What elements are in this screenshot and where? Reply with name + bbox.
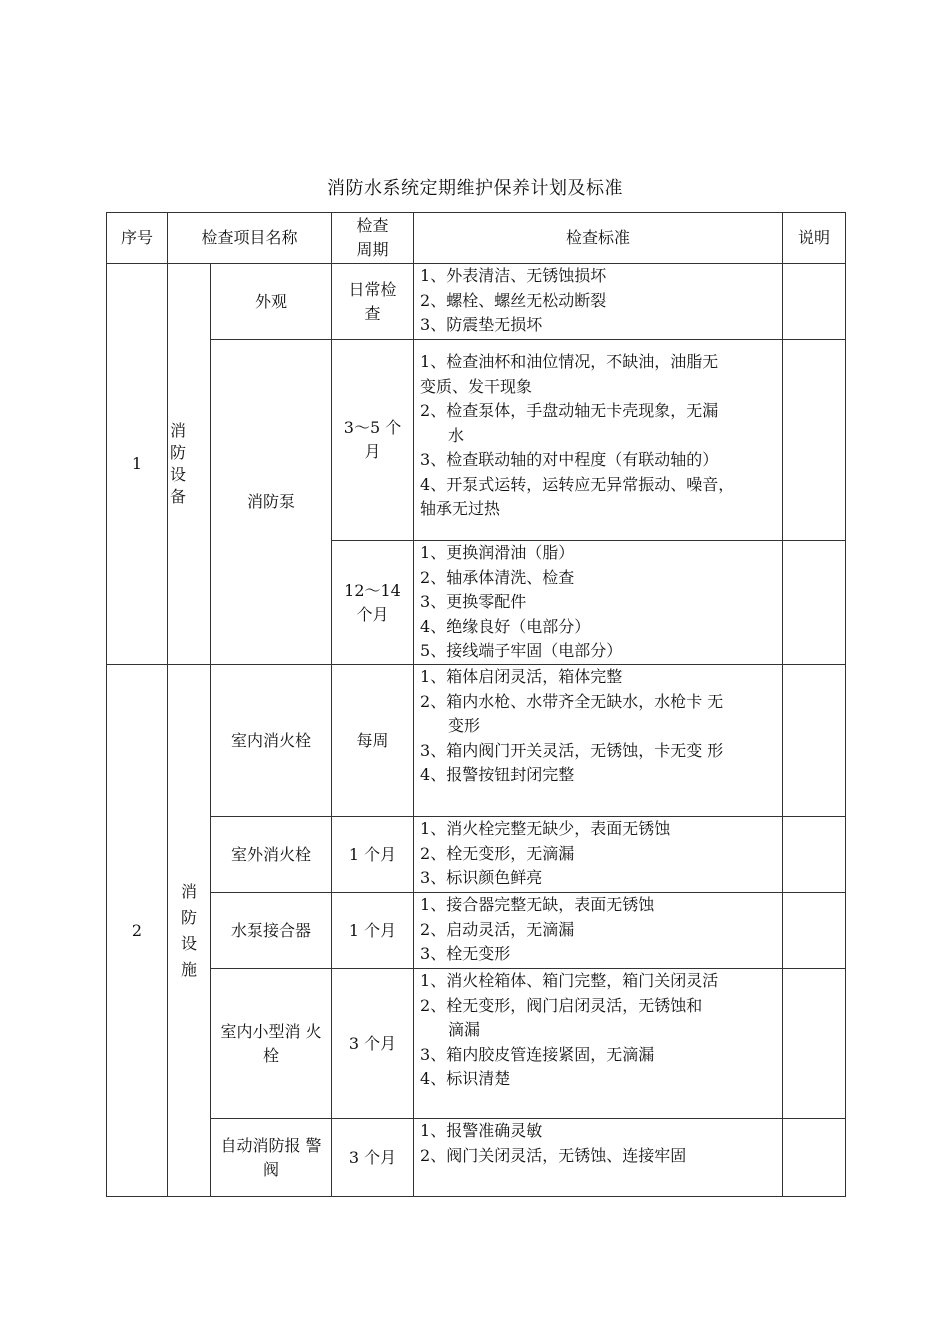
note-cell — [783, 541, 846, 665]
note-cell — [783, 340, 846, 541]
item-name: 室外消火栓 — [211, 817, 332, 893]
table-row — [107, 665, 846, 817]
standard-cell — [414, 817, 783, 893]
standard-line: 3、标识颜色鲜亮 — [420, 868, 543, 887]
standard-line: 5、接线端子牢固（电部分） — [420, 641, 623, 660]
note-cell — [783, 264, 846, 340]
standard-line: 3、防震垫无损坏 — [420, 315, 543, 334]
group2-category — [168, 665, 211, 1197]
standard-line: 1、报警准确灵敏 — [420, 1121, 543, 1140]
header-row — [107, 213, 846, 264]
cycle-line: 日常检 — [348, 279, 397, 299]
standard-line: 3、箱内阀门开关灵活，无锈蚀，卡无变 形 — [420, 740, 724, 760]
standard-line: 3、箱内胶皮管连接紧固，无滴漏 — [420, 1044, 655, 1064]
group2-seq: 2 — [107, 665, 168, 1197]
standard-line: 2、检查泵体，手盘动轴无卡壳现象，无漏 — [420, 401, 719, 420]
group2-category-char: 设 — [181, 933, 198, 953]
standard-cell — [414, 665, 783, 817]
table-row — [107, 1119, 846, 1197]
header-cycle — [332, 213, 414, 264]
cycle-line: 12〜14 — [344, 580, 401, 600]
table-row — [107, 340, 846, 541]
cycle-cell — [332, 541, 414, 665]
standard-cell — [414, 340, 783, 541]
table-row — [107, 264, 846, 340]
standard-line: 1、消火栓箱体、箱门完整，箱门关闭灵活 — [420, 971, 719, 990]
standard-line: 3、栓无变形 — [420, 944, 511, 963]
standard-line: 3、更换零配件 — [420, 592, 527, 611]
item-name: 室内消火栓 — [211, 665, 332, 817]
header-standard: 检查标准 — [414, 213, 783, 264]
item-name-line: 阀 — [263, 1159, 280, 1179]
document-title: 消防水系统定期维护保养计划及标准 — [327, 178, 623, 199]
standard-line: 2、启动灵活，无滴漏 — [420, 919, 575, 939]
header-cycle-line1: 检查 — [356, 216, 389, 235]
standard-line: 2、螺栓、螺丝无松动断裂 — [420, 290, 607, 310]
group1-category-char: 防 — [170, 443, 187, 462]
standard-line: 4、标识清楚 — [420, 1069, 511, 1088]
standard-line: 4、开泵式运转，运转应无异常振动、噪音， — [420, 474, 735, 494]
standard-cell — [414, 264, 783, 340]
header-note: 说明 — [783, 213, 846, 264]
group1-category-char: 设 — [170, 465, 187, 484]
cycle-cell — [332, 340, 414, 541]
group2-category-char: 防 — [181, 907, 198, 927]
cycle-cell: 1 个月 — [332, 893, 414, 969]
group2-category-char: 施 — [181, 959, 198, 979]
cycle-line: 3〜5 个 — [343, 418, 402, 437]
table-row — [107, 969, 846, 1119]
cycle-cell — [332, 264, 414, 340]
header-seq: 序号 — [107, 213, 168, 264]
table-row — [107, 893, 846, 969]
standard-cell — [414, 1119, 783, 1197]
standard-line: 2、栓无变形，阀门启闭灵活，无锈蚀和 — [420, 995, 703, 1015]
item-name: 消防泵 — [211, 340, 332, 665]
standard-cell — [414, 893, 783, 969]
standard-line: 变质、发干现象 — [420, 376, 533, 396]
header-item-name: 检查项目名称 — [168, 213, 332, 264]
item-name-line: 室内小型消 火 — [220, 1021, 322, 1041]
cycle-cell: 1 个月 — [332, 817, 414, 893]
standard-line: 水 — [448, 425, 465, 445]
standard-line: 2、箱内水枪、水带齐全无缺水，水枪卡 无 — [420, 691, 724, 711]
standard-line: 4、报警按钮封闭完整 — [420, 765, 575, 784]
standard-line: 滴漏 — [448, 1020, 481, 1039]
standard-cell — [414, 969, 783, 1119]
item-name — [211, 969, 332, 1119]
cycle-cell: 3 个月 — [332, 969, 414, 1119]
item-name — [211, 1119, 332, 1197]
item-name: 外观 — [211, 264, 332, 340]
standard-line: 轴承无过热 — [420, 499, 501, 518]
group1-category — [168, 264, 211, 665]
table-row — [107, 817, 846, 893]
standard-line: 1、检查油杯和油位情况，不缺油，油脂无 — [420, 352, 719, 371]
cycle-cell: 3 个月 — [332, 1119, 414, 1197]
header-cycle-line2: 周期 — [356, 240, 389, 259]
maintenance-table — [106, 212, 846, 1197]
standard-line: 3、检查联动轴的对中程度（有联动轴的） — [420, 450, 719, 469]
note-cell — [783, 969, 846, 1119]
group2-category-char: 消 — [181, 881, 198, 901]
group1-category-char: 备 — [170, 487, 187, 506]
group1-seq: 1 — [107, 264, 168, 665]
note-cell — [783, 665, 846, 817]
standard-line: 1、外表清洁、无锈蚀损坏 — [420, 266, 607, 285]
standard-line: 1、更换润滑油（脂） — [420, 543, 575, 562]
standard-line: 4、绝缘良好（电部分） — [420, 616, 591, 636]
note-cell — [783, 817, 846, 893]
cycle-line: 月 — [364, 442, 381, 461]
cycle-line: 查 — [364, 303, 381, 323]
standard-line: 2、栓无变形，无滴漏 — [420, 843, 575, 863]
standard-line: 1、消火栓完整无缺少，表面无锈蚀 — [420, 819, 671, 838]
group1-category-char: 消 — [170, 421, 187, 440]
note-cell — [783, 893, 846, 969]
standard-cell — [414, 541, 783, 665]
standard-line: 1、箱体启闭灵活，箱体完整 — [420, 667, 623, 686]
cycle-cell: 每周 — [332, 665, 414, 817]
standard-line: 变形 — [448, 716, 481, 735]
standard-line: 2、轴承体清洗、检查 — [420, 567, 575, 587]
standard-line: 1、接合器完整无缺，表面无锈蚀 — [420, 895, 655, 914]
standard-line: 2、阀门关闭灵活，无锈蚀、连接牢固 — [420, 1145, 687, 1165]
item-name-line: 栓 — [263, 1045, 280, 1065]
item-name: 水泵接合器 — [211, 893, 332, 969]
item-name-line: 自动消防报 警 — [220, 1135, 322, 1155]
cycle-line: 个月 — [356, 604, 389, 624]
note-cell — [783, 1119, 846, 1197]
